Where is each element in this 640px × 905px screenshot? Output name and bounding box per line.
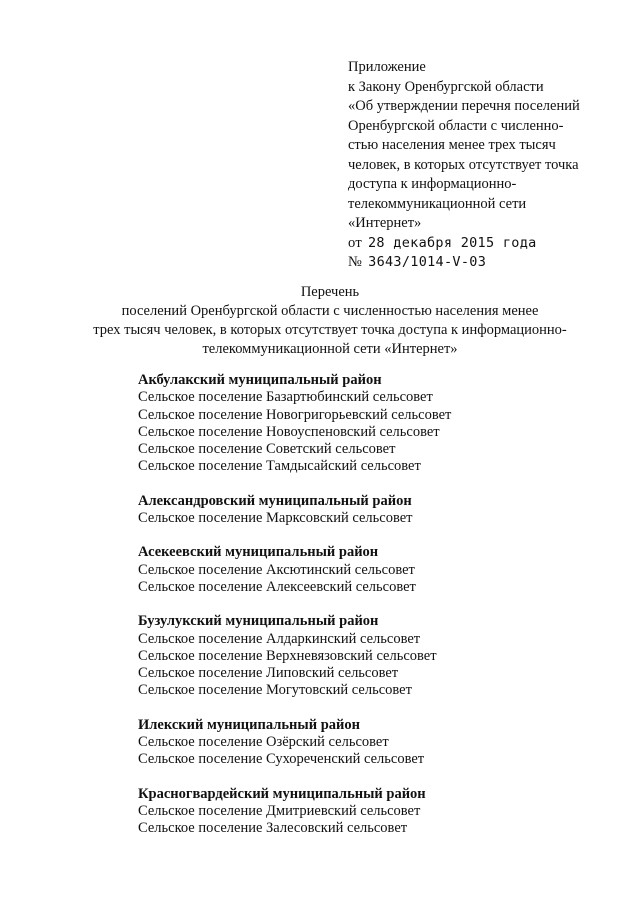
appendix-line: доступа к информационно-	[348, 176, 517, 192]
law-number	[348, 253, 618, 273]
law-number-label: №	[348, 254, 363, 270]
settlement-item: Сельское поселение Марксовский сельсовет	[138, 510, 413, 527]
heading-line: трех тысяч человек, в которых отсутствует точка доступа к информационно-	[93, 322, 567, 338]
settlement-item: Сельское поселение Липовский сельсовет	[138, 665, 399, 682]
district-name: Акбулакский муниципальный район	[138, 372, 382, 388]
heading-line: поселений Оренбургской области с численностью населения менее	[121, 303, 539, 319]
district-section	[138, 717, 608, 769]
settlement-item: Сельское поселение Могутовский сельсовет	[138, 682, 412, 699]
settlement-item: Сельское поселение Верхневязовский сельсовет	[138, 647, 437, 664]
district-name: Красногвардейский муниципальный район	[138, 785, 426, 802]
appendix-line: Оренбургской области с численно-	[348, 117, 564, 134]
heading-line: телекоммуникационной сети «Интернет»	[202, 341, 458, 357]
settlement-item: Сельское поселение Алдаркинский сельсовет	[138, 630, 421, 647]
appendix-line: Приложение	[348, 59, 426, 75]
settlement-item: Сельское поселение Аксютинский сельсовет	[138, 561, 415, 578]
appendix-line: к Закону Оренбургской области	[348, 78, 544, 95]
district-section	[138, 372, 608, 476]
settlement-item: Сельское поселение Сухореченский сельсовет	[138, 751, 425, 768]
district-list	[138, 372, 608, 855]
settlement-item: Сельское поселение Залесовский сельсовет	[138, 820, 408, 837]
district-section	[138, 493, 608, 528]
settlement-item: Сельское поселение Тамдысайский сельсовет	[138, 458, 421, 475]
district-name: Александровский муниципальный район	[138, 492, 412, 509]
district-section	[138, 786, 608, 838]
district-name: Бузулукский муниципальный район	[138, 613, 379, 630]
appendix-block	[348, 58, 618, 273]
list-title: Перечень	[300, 284, 360, 300]
law-date-value: 28 декабря 2015 года	[368, 234, 537, 251]
list-heading	[60, 283, 600, 359]
appendix-line: человек, в которых отсутствует точка	[348, 156, 579, 173]
appendix-line: «Об утверждении перечня поселений	[348, 98, 580, 114]
appendix-line: стью населения менее трех тысяч	[348, 137, 556, 153]
district-name: Асекеевский муниципальный район	[138, 544, 379, 561]
settlement-item: Сельское поселение Базартюбинский сельсовет	[138, 389, 433, 406]
settlement-item: Сельское поселение Советский сельсовет	[138, 441, 396, 458]
district-section	[138, 544, 608, 596]
law-number-value: 3643/1014-V-03	[368, 254, 487, 270]
district-name: Илекский муниципальный район	[138, 716, 360, 733]
settlement-item: Сельское поселение Новогригорьевский сельсовет	[138, 406, 452, 423]
law-date	[348, 234, 618, 254]
settlement-item: Сельское поселение Озёрский сельсовет	[138, 734, 389, 751]
appendix-line: «Интернет»	[348, 215, 422, 231]
law-date-label: от	[348, 234, 362, 251]
settlement-item: Сельское поселение Алексеевский сельсовет	[138, 578, 416, 595]
appendix-line: телекоммуникационной сети	[348, 195, 527, 212]
settlement-item: Сельское поселение Дмитриевский сельсовет	[138, 802, 421, 819]
district-section	[138, 613, 608, 699]
settlement-item: Сельское поселение Новоуспеновский сельсовет	[138, 423, 440, 440]
